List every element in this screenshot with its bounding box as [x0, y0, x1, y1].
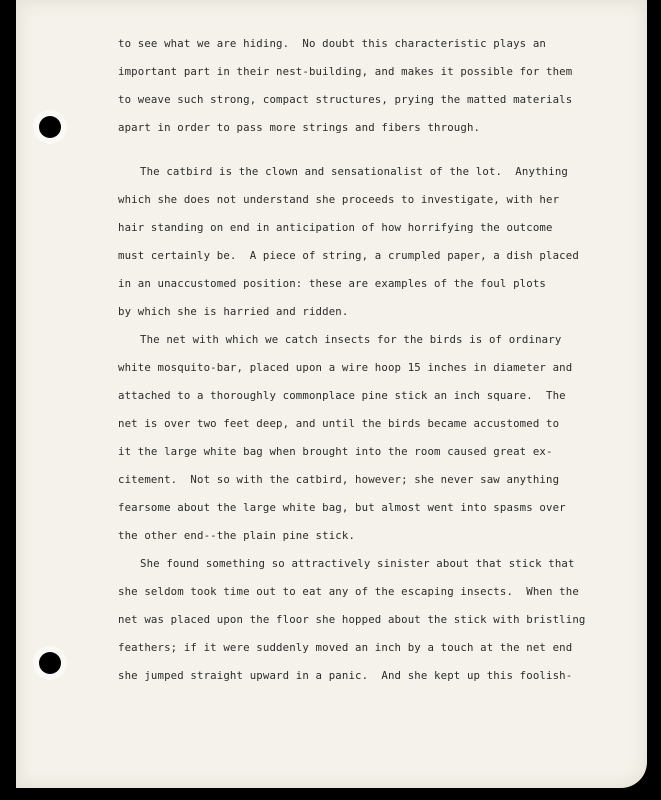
text-line: citement. Not so with the catbird, however; she never saw anything — [118, 473, 560, 486]
binder-hole-top — [39, 116, 61, 138]
text-line: hair standing on end in anticipation of how horrifying the outcome — [118, 221, 553, 234]
text-line: by which she is harried and ridden. — [118, 305, 349, 318]
text-line: net was placed upon the floor she hopped about the stick with bristling — [118, 613, 586, 626]
paragraph-start-line: The catbird is the clown and sensationalist of the lot. Anything — [140, 165, 568, 178]
text-line: important part in their nest-building, and makes it possible for them — [118, 65, 573, 78]
text-line: net is over two feet deep, and until the birds became accustomed to — [118, 417, 560, 430]
text-line: which she does not understand she proceeds to investigate, with her — [118, 193, 560, 206]
text-line: the other end--the plain pine stick. — [118, 529, 356, 542]
text-line: must certainly be. A piece of string, a crumpled paper, a dish placed — [118, 249, 579, 262]
text-line: attached to a thoroughly commonplace pine stick an inch square. The — [118, 389, 566, 402]
binder-hole-bottom — [39, 652, 61, 674]
paragraph-start-line: The net with which we catch insects for the birds is of ordinary — [140, 333, 562, 346]
text-line: in an unaccustomed position: these are examples of the foul plots — [118, 277, 546, 290]
text-line: white mosquito-bar, placed upon a wire hoop 15 inches in diameter and — [118, 361, 573, 374]
text-line: she jumped straight upward in a panic. And she kept up this foolish- — [118, 669, 573, 682]
text-line: to weave such strong, compact structures, prying the matted materials — [118, 93, 573, 106]
text-line: she seldom took time out to eat any of the escaping insects. When the — [118, 585, 579, 598]
text-line: it the large white bag when brought into the room caused great ex- — [118, 445, 553, 458]
paragraph-start-line: She found something so attractively sinister about that stick that — [140, 557, 575, 570]
text-line: feathers; if it were suddenly moved an inch by a touch at the net end — [118, 641, 573, 654]
text-line: apart in order to pass more strings and fibers through. — [118, 121, 481, 134]
text-line: to see what we are hiding. No doubt this characteristic plays an — [118, 37, 546, 50]
text-line: fearsome about the large white bag, but almost went into spasms over — [118, 501, 566, 514]
